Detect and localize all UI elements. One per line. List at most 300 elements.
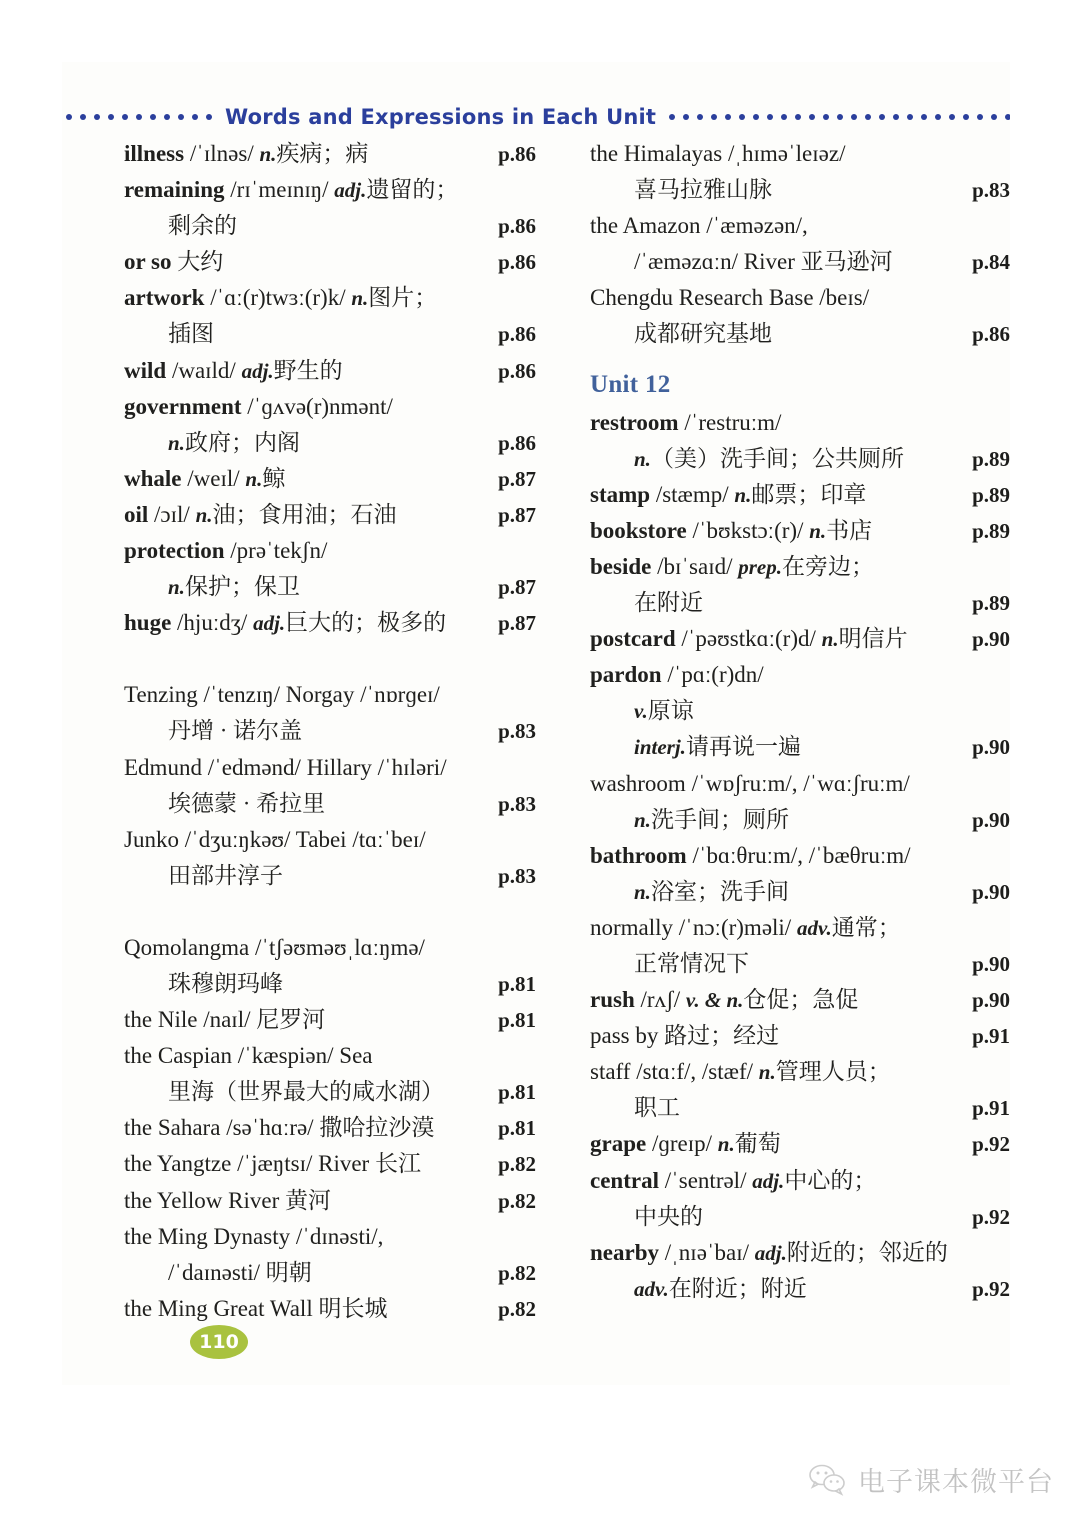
vocabulary-entry xyxy=(124,178,536,250)
entry-continuation-line xyxy=(124,972,536,1008)
phonetic: /ɔɪl/ xyxy=(154,501,190,527)
entry-continuation-line xyxy=(590,250,1010,286)
part-of-speech: adv. xyxy=(634,1276,669,1301)
entry-line xyxy=(590,844,1010,880)
page-reference: p.90 xyxy=(972,735,1010,760)
entry-text xyxy=(590,699,694,722)
entry-text xyxy=(590,1132,781,1155)
gloss: 图片； xyxy=(368,285,438,311)
headword: postcard xyxy=(590,626,676,652)
rule-dot xyxy=(178,114,184,120)
part-of-speech: n. xyxy=(245,466,263,491)
entry-line xyxy=(124,936,536,972)
headword: stamp xyxy=(590,481,651,507)
rule-dot xyxy=(725,114,731,120)
gloss: （美）洗手间；公共厕所 xyxy=(650,445,904,471)
rule-dot xyxy=(164,114,170,120)
gloss: 路过；经过 xyxy=(664,1023,780,1049)
headword: the Amazon xyxy=(590,213,701,239)
entry-text xyxy=(124,792,325,815)
phonetic: /beɪs/ xyxy=(819,285,870,311)
entry-text xyxy=(590,916,901,939)
vocabulary-entry xyxy=(124,756,536,828)
entry-text xyxy=(124,756,447,779)
headword: government xyxy=(124,393,242,419)
page-reference: p.83 xyxy=(498,719,536,744)
vocabulary-entry xyxy=(590,1241,1010,1313)
entry-text xyxy=(124,286,437,309)
rule-dot xyxy=(851,114,857,120)
page-reference: p.89 xyxy=(972,591,1010,616)
phonetic: /ˈæməzən/, xyxy=(706,213,808,239)
gloss: 黄河 xyxy=(285,1187,331,1213)
part-of-speech: adj. xyxy=(241,358,274,383)
page-reference: p.87 xyxy=(498,611,536,636)
vocabulary-entry xyxy=(124,467,536,503)
part-of-speech: n. xyxy=(634,879,651,904)
phonetic: /ˈtenzɪŋ/ xyxy=(203,682,281,708)
entry-text xyxy=(124,1080,444,1103)
gloss: 成都研究基地 xyxy=(634,321,772,347)
entry-text xyxy=(124,719,302,742)
page-reference: p.89 xyxy=(972,446,1010,471)
entry-text xyxy=(124,431,300,454)
entry-line xyxy=(124,1189,536,1225)
entry-text xyxy=(590,1169,876,1192)
gloss: 大约 xyxy=(177,249,224,275)
entry-line xyxy=(590,916,1010,952)
page-reference: p.86 xyxy=(498,142,536,166)
headword: restroom xyxy=(590,409,679,435)
phonetic: /naɪl/ xyxy=(203,1007,251,1033)
entry-line xyxy=(590,1132,1010,1168)
page-reference: p.90 xyxy=(972,627,1010,652)
part-of-speech: n. xyxy=(168,575,185,600)
gloss: 在旁边； xyxy=(781,553,874,579)
headword-part: Hillary xyxy=(306,754,372,780)
part-of-speech: n. xyxy=(634,807,651,832)
page-reference: p.83 xyxy=(972,178,1010,203)
gloss: 鲸 xyxy=(262,465,286,491)
headword-part: River xyxy=(318,1151,370,1177)
page-reference: p.82 xyxy=(498,1260,536,1285)
phonetic: /ˈpəʊstkɑː(r)d/ xyxy=(681,626,816,652)
watermark xyxy=(808,1460,1054,1499)
entry-continuation-line xyxy=(124,1261,536,1297)
gloss: 在附近 xyxy=(634,590,703,616)
gloss: 疾病；病 xyxy=(276,141,369,166)
page-reference: p.90 xyxy=(972,807,1010,832)
part-of-speech: v. & n. xyxy=(685,988,744,1013)
section-gap xyxy=(124,647,536,683)
gloss: 尼罗河 xyxy=(256,1007,326,1033)
entry-text xyxy=(124,1044,373,1067)
part-of-speech: adv. xyxy=(796,915,832,940)
page-reference: p.86 xyxy=(972,322,1010,347)
gloss: 里海（世界最大的咸水湖） xyxy=(168,1079,444,1105)
rule-dot xyxy=(949,114,955,120)
entry-continuation-line xyxy=(590,1096,1010,1132)
entry-text xyxy=(124,936,425,959)
entry-text xyxy=(590,1241,948,1264)
vocabulary-entry xyxy=(590,663,1010,771)
phonetic: /ˈɑː(r)twɜː(r)k/ xyxy=(210,285,346,311)
entry-continuation-line xyxy=(590,591,1010,627)
phonetic: /ˈjæŋtsɪ/ xyxy=(237,1151,313,1177)
phonetic: /ˈdaɪnəsti/ xyxy=(168,1259,260,1285)
gloss: 通常； xyxy=(831,914,901,940)
phonetic: /ˈrestruːm/ xyxy=(684,409,782,435)
rule-dot xyxy=(94,114,100,120)
entry-text xyxy=(590,555,874,578)
gloss: 浴室；洗手间 xyxy=(650,878,789,904)
rule-dot xyxy=(206,114,212,120)
entry-text xyxy=(590,411,781,434)
gloss: 书店 xyxy=(826,517,873,543)
entry-continuation-line xyxy=(590,735,1010,771)
vocabulary-entry xyxy=(124,828,536,900)
phonetic: /stæmp/ xyxy=(655,481,729,507)
entry-line xyxy=(124,1297,536,1333)
gloss: 撒哈拉沙漠 xyxy=(319,1115,435,1141)
gloss: 遗留的； xyxy=(366,177,459,203)
entry-text xyxy=(590,627,908,650)
page-reference: p.92 xyxy=(972,1132,1010,1157)
page-reference: p.92 xyxy=(972,1276,1010,1301)
phonetic: /ˈhɪləri/ xyxy=(377,754,447,780)
column-left xyxy=(62,142,536,1333)
entry-line xyxy=(124,611,536,647)
entry-text xyxy=(590,519,872,542)
rule-dot xyxy=(893,114,899,120)
vocabulary-entry xyxy=(124,1189,536,1225)
page-reference: p.89 xyxy=(972,518,1010,543)
part-of-speech: n. xyxy=(168,430,185,455)
headword: protection xyxy=(124,538,225,564)
phonetic: /ˈtʃəʊməʊˌlɑːŋmə/ xyxy=(254,934,425,960)
entry-text xyxy=(590,772,910,795)
vocabulary-entry xyxy=(590,916,1010,988)
gloss: 剩余的 xyxy=(168,213,237,239)
entry-line xyxy=(590,519,1010,555)
vocabulary-entry xyxy=(590,1169,1010,1241)
gloss: 田部井淳子 xyxy=(168,862,283,888)
phonetic: /prəˈtekʃn/ xyxy=(230,538,328,564)
part-of-speech: adj. xyxy=(253,611,286,636)
headword: Tenzing xyxy=(124,682,198,708)
entry-text xyxy=(590,483,866,506)
rule-dot xyxy=(122,114,128,120)
entry-continuation-line xyxy=(124,431,536,467)
entry-line xyxy=(124,756,536,792)
vocabulary-entry xyxy=(124,611,536,647)
headword: Chengdu Research Base xyxy=(590,285,814,311)
headword: huge xyxy=(124,610,172,636)
entry-text xyxy=(124,683,440,706)
vocabulary-entry xyxy=(124,1008,536,1044)
page-reference: p.90 xyxy=(972,951,1010,976)
gloss: 巨大的；极多的 xyxy=(285,610,447,636)
headword: pardon xyxy=(590,662,662,688)
entry-text xyxy=(124,1152,421,1175)
rule-dot xyxy=(879,114,885,120)
part-of-speech: n. xyxy=(734,482,752,507)
entry-text xyxy=(124,611,446,634)
headword: Qomolangma xyxy=(124,934,250,960)
rule-dot xyxy=(150,114,156,120)
vocabulary-entry xyxy=(124,142,536,178)
dot-rule-right xyxy=(669,110,1010,124)
entry-text xyxy=(124,828,426,851)
entry-line xyxy=(590,1241,1010,1277)
vocabulary-entry xyxy=(124,503,536,539)
phonetic: /ˈnɒrɡeɪ/ xyxy=(360,682,440,708)
entry-text xyxy=(124,1008,325,1031)
gloss: 明信片 xyxy=(838,626,908,652)
entry-text xyxy=(590,1024,779,1047)
entry-text xyxy=(590,1277,807,1300)
page-reference: p.86 xyxy=(498,214,536,239)
part-of-speech: n. xyxy=(809,518,827,543)
headword-part: Norgay xyxy=(285,682,355,708)
headword: the Sahara xyxy=(124,1115,221,1141)
gloss: 亚马逊河 xyxy=(800,249,893,275)
vocabulary-entry xyxy=(590,1132,1010,1168)
headword: the Ming Great Wall xyxy=(124,1295,313,1321)
vocabulary-entry xyxy=(590,483,1010,519)
entry-text xyxy=(590,214,808,237)
word-list-columns xyxy=(62,142,1010,1333)
gloss: 邮票；印章 xyxy=(751,481,867,507)
page-reference: p.82 xyxy=(498,1188,536,1213)
wechat-icon xyxy=(808,1463,848,1497)
rule-dot xyxy=(108,114,114,120)
entry-text xyxy=(590,142,845,165)
phonetic: /ˈnɔː(r)məli/ xyxy=(678,914,792,940)
rule-dot xyxy=(683,114,689,120)
vocabulary-entry xyxy=(124,539,536,611)
entry-text xyxy=(590,735,801,758)
headword: or so xyxy=(124,249,172,275)
page-number: 110 xyxy=(199,1331,239,1353)
entry-text xyxy=(124,1189,331,1212)
vocabulary-entry xyxy=(124,250,536,286)
entry-continuation-line xyxy=(590,178,1010,214)
vocabulary-entry xyxy=(590,1024,1010,1060)
vocabulary-entry xyxy=(124,1116,536,1152)
gloss: 埃德蒙 · 希拉里 xyxy=(168,790,326,816)
phonetic: /ɡreɪp/ xyxy=(651,1131,713,1157)
watermark-text: 电子课本微平台 xyxy=(858,1467,1054,1498)
rule-dot xyxy=(823,114,829,120)
entry-line xyxy=(590,555,1010,591)
entry-line xyxy=(124,503,536,539)
headword: central xyxy=(590,1167,659,1193)
entry-line xyxy=(124,1152,536,1188)
entry-text xyxy=(590,1060,891,1083)
gloss: 中央的 xyxy=(634,1203,703,1229)
gloss: 插图 xyxy=(168,321,214,347)
vocabulary-entry xyxy=(124,936,536,1008)
phonetic: /rʌʃ/ xyxy=(640,987,681,1013)
phonetic: /ˈbɑːθruːm/, /ˈbæθruːm/ xyxy=(692,842,911,868)
headword: rush xyxy=(590,987,635,1013)
entry-line xyxy=(124,395,536,431)
gloss: 中心的； xyxy=(784,1167,877,1193)
entry-text xyxy=(124,359,343,382)
phonetic: /ˈedmənd/ xyxy=(207,754,301,780)
headword: remaining xyxy=(124,177,225,203)
rule-dot xyxy=(1005,114,1010,120)
headword-part: Tabei xyxy=(295,826,347,852)
entry-line xyxy=(124,683,536,719)
entry-text xyxy=(590,447,904,470)
headword: the Yangtze xyxy=(124,1151,232,1177)
rule-dot xyxy=(837,114,843,120)
entry-line xyxy=(124,1044,536,1080)
phonetic: /ˈbʊkstɔː(r)/ xyxy=(692,517,804,543)
rule-dot xyxy=(80,114,86,120)
entry-text xyxy=(124,575,300,598)
dot-rule-left xyxy=(62,110,212,124)
entry-text xyxy=(124,467,285,490)
entry-text xyxy=(590,250,893,273)
entry-continuation-line xyxy=(590,808,1010,844)
rule-dot xyxy=(192,114,198,120)
gloss: 管理人员； xyxy=(775,1059,891,1085)
vocabulary-entry xyxy=(590,214,1010,286)
gloss: 油；食用油；石油 xyxy=(212,501,397,527)
vocabulary-entry xyxy=(124,1297,536,1333)
part-of-speech: n. xyxy=(195,502,213,527)
entry-text xyxy=(590,178,772,201)
gloss: 请再说一遍 xyxy=(685,734,801,760)
part-of-speech: n. xyxy=(717,1132,735,1157)
phonetic: /ˈpɑː(r)dn/ xyxy=(667,662,764,688)
vocabulary-entry xyxy=(124,1044,536,1116)
phonetic: /ˈɪlnəs/ xyxy=(189,141,254,166)
entry-line xyxy=(590,1024,1010,1060)
phonetic: /ˈdɪnəsti/, xyxy=(295,1223,384,1249)
entry-text xyxy=(124,864,283,887)
part-of-speech: n. xyxy=(758,1060,776,1085)
part-of-speech: adj. xyxy=(334,178,367,203)
vocabulary-entry xyxy=(590,772,1010,844)
entry-text xyxy=(124,1225,383,1248)
page-reference: p.86 xyxy=(498,358,536,383)
phonetic: /tɑːˈbeɪ/ xyxy=(352,826,426,852)
headword: staff xyxy=(590,1059,631,1085)
entry-text xyxy=(590,1096,680,1119)
vocabulary-entry xyxy=(590,1060,1010,1132)
part-of-speech: adj. xyxy=(754,1240,787,1265)
rule-dot xyxy=(669,114,675,120)
page-reference: p.90 xyxy=(972,988,1010,1013)
phonetic: /ˈsentrəl/ xyxy=(664,1167,747,1193)
part-of-speech: n. xyxy=(351,286,369,311)
gloss: 明长城 xyxy=(318,1295,388,1321)
page-number-badge xyxy=(190,1325,248,1359)
page-title: Words and Expressions in Each Unit xyxy=(225,105,657,129)
section-gap xyxy=(124,900,536,936)
page-reference: p.83 xyxy=(498,863,536,888)
headword: washroom xyxy=(590,770,686,796)
entry-line xyxy=(124,178,536,214)
entry-text xyxy=(590,663,764,686)
entry-text xyxy=(124,142,368,165)
gloss: 正常情况下 xyxy=(634,950,749,976)
headword: Junko xyxy=(124,826,179,852)
column-right xyxy=(536,142,1010,1333)
gloss: 保护；保卫 xyxy=(184,574,300,600)
vocabulary-entry xyxy=(590,286,1010,358)
headword-part: Sea xyxy=(339,1043,373,1069)
phonetic: /stɑːf/, /stæf/ xyxy=(636,1059,754,1085)
gloss: 在附近；附近 xyxy=(668,1275,807,1301)
headword: normally xyxy=(590,914,674,940)
entry-line xyxy=(124,142,536,178)
entry-line xyxy=(124,1225,536,1261)
entry-text xyxy=(590,591,703,614)
entry-text xyxy=(124,972,283,995)
entry-line xyxy=(590,663,1010,699)
phonetic: /hjuːdʒ/ xyxy=(177,610,248,636)
entry-text xyxy=(124,503,397,526)
headword: the Caspian xyxy=(124,1043,232,1069)
rule-dot xyxy=(781,114,787,120)
entry-line xyxy=(124,467,536,503)
headword: beside xyxy=(590,553,652,579)
page-reference: p.90 xyxy=(972,879,1010,904)
phonetic: /səˈhɑːrə/ xyxy=(226,1115,314,1141)
phonetic: /rɪˈmeɪnɪŋ/ xyxy=(230,177,329,203)
page-reference: p.86 xyxy=(498,322,536,347)
headword: illness xyxy=(124,141,185,166)
entry-text xyxy=(124,322,214,345)
page-reference: p.91 xyxy=(972,1096,1010,1121)
gloss: 政府；内阁 xyxy=(184,429,300,455)
phonetic: /ˈkæspiən/ xyxy=(237,1043,334,1069)
page-reference: p.82 xyxy=(498,1152,536,1177)
page-reference: p.81 xyxy=(498,971,536,996)
part-of-speech: n. xyxy=(821,627,839,652)
entry-text xyxy=(124,539,327,562)
part-of-speech: adj. xyxy=(752,1168,785,1193)
gloss: 珠穆朗玛峰 xyxy=(168,970,283,996)
gloss: 丹增 · 诺尔盖 xyxy=(168,718,303,744)
gloss: 长江 xyxy=(374,1151,421,1177)
entry-text xyxy=(590,1205,703,1228)
phonetic: /waɪld/ xyxy=(171,357,236,383)
gloss: 洗手间；厕所 xyxy=(650,806,789,832)
rule-dot xyxy=(795,114,801,120)
headword: pass by xyxy=(590,1023,659,1049)
entry-continuation-line xyxy=(590,1277,1010,1313)
entry-continuation-line xyxy=(124,214,536,250)
gloss: 葡萄 xyxy=(734,1131,781,1157)
headword: the Nile xyxy=(124,1007,198,1033)
part-of-speech: n. xyxy=(634,446,651,471)
entry-continuation-line xyxy=(124,864,536,900)
page-reference: p.81 xyxy=(498,1080,536,1105)
rule-dot xyxy=(711,114,717,120)
entry-line xyxy=(590,142,1010,178)
headword-part: River xyxy=(743,249,795,275)
gloss: 职工 xyxy=(634,1095,680,1121)
vocabulary-entry xyxy=(124,1225,536,1297)
vocabulary-entry xyxy=(590,844,1010,916)
entry-continuation-line xyxy=(124,719,536,755)
